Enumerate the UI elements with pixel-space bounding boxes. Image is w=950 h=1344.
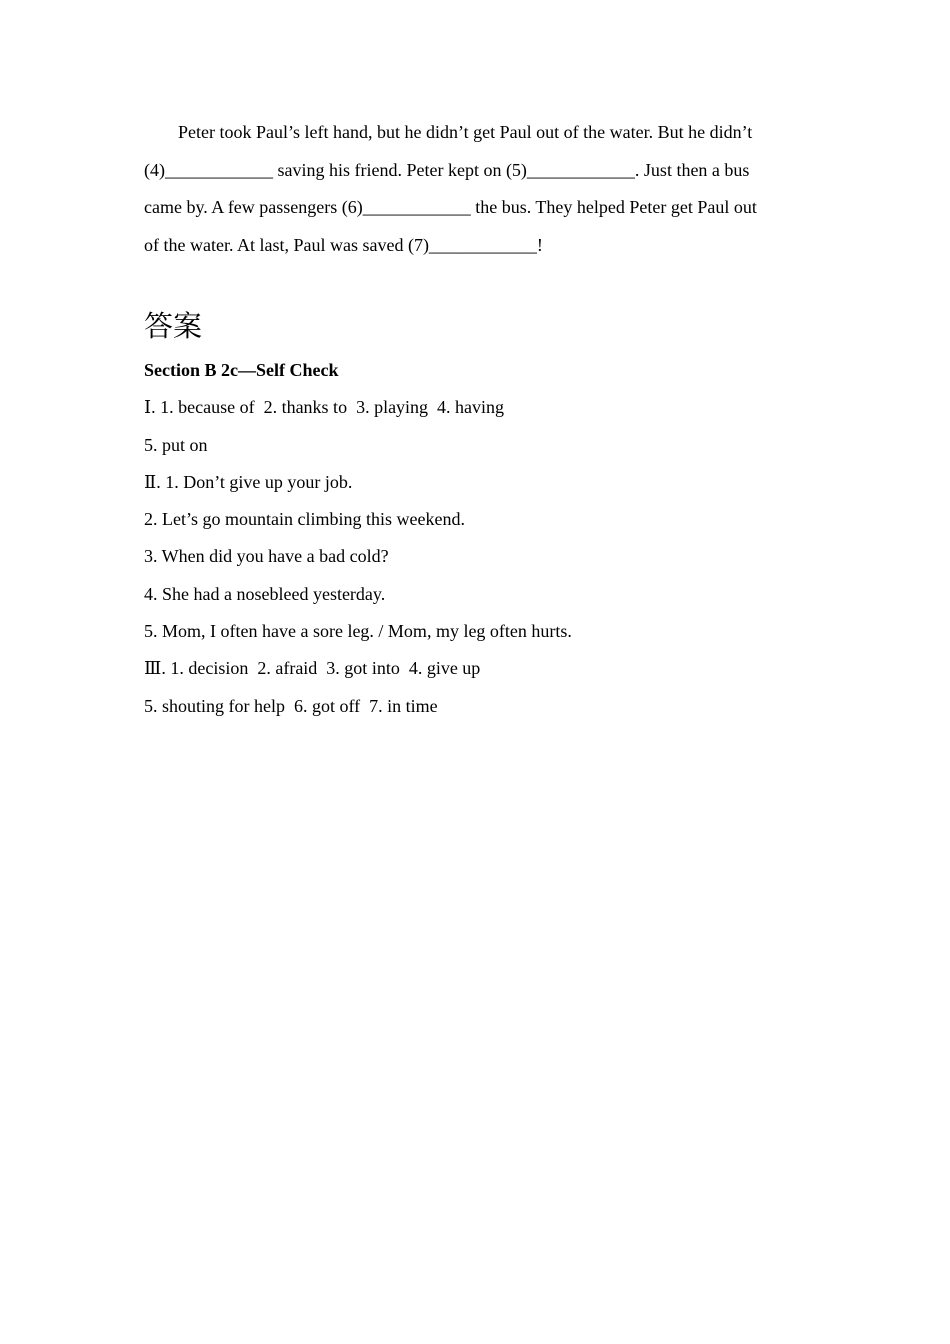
answer-line: Ⅰ. 1. because of 2. thanks to 3. playing 4. having (144, 397, 505, 418)
passage-line: came by. A few passengers (6)____________ the bus. They helped Peter get Paul out (144, 197, 757, 217)
answer-heading: 答案 (144, 309, 203, 343)
answer-section (144, 352, 804, 725)
passage-line: Peter took Paul’s left hand, but he didn’t get Paul out of the water. But he didn’t (178, 122, 753, 142)
answer-line: 5. put on (144, 434, 208, 455)
answer-line: Ⅲ. 1. decision 2. afraid 3. got into 4. give up (144, 658, 481, 679)
section-title: Section B 2c—Self Check (144, 360, 339, 380)
passage-line: (4)____________ saving his friend. Peter kept on (5)____________. Just then a bus (144, 159, 750, 180)
answer-line: Ⅱ. 1. Don’t give up your job. (144, 471, 353, 492)
answer-line: 5. shouting for help 6. got off 7. in time (144, 695, 438, 716)
answer-line: 5. Mom, I often have a sore leg. / Mom, my leg often hurts. (144, 621, 572, 642)
answer-line: 2. Let’s go mountain climbing this weekend. (144, 509, 465, 530)
answer-line: 4. She had a nosebleed yesterday. (144, 583, 386, 604)
passage-line: of the water. At last, Paul was saved (7)____________! (144, 234, 543, 255)
answer-line: 3. When did you have a bad cold? (144, 546, 389, 567)
passage (144, 114, 804, 264)
